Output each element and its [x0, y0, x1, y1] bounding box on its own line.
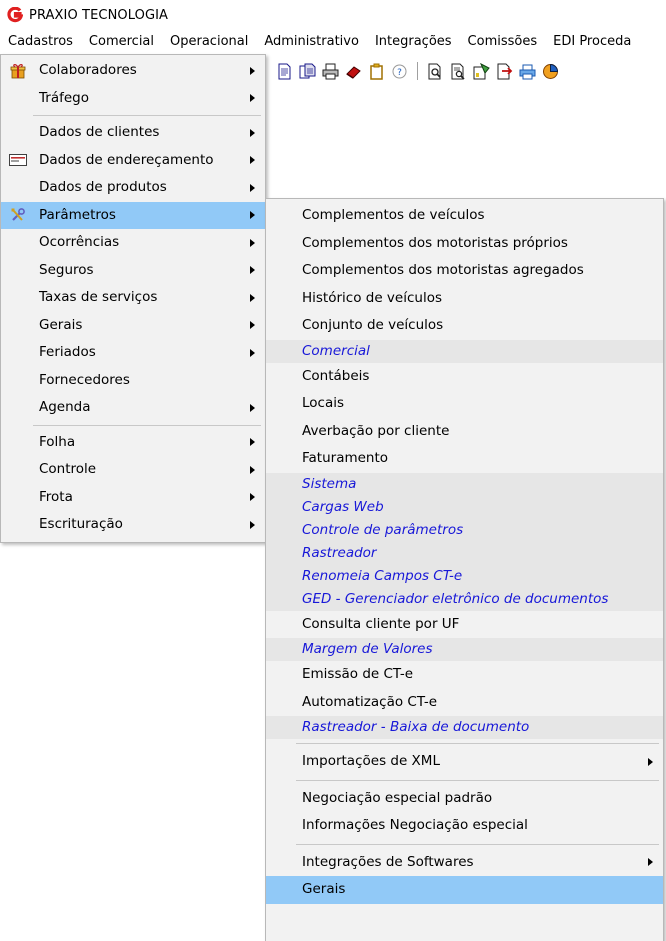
svg-text:?: ?: [397, 67, 402, 78]
submenu-section-controle-de-parametros: [266, 519, 663, 542]
section-label: Comercial: [302, 342, 370, 359]
submenu-arrow-icon: [250, 493, 255, 501]
submenu-item-label: Complementos dos motoristas agregados: [302, 262, 584, 278]
menu-item-label: Fornecedores: [39, 371, 130, 388]
menu-item-label: Escrituração: [39, 516, 123, 532]
submenu-item-automatizacao-ct-e[interactable]: [266, 689, 663, 717]
menu-item-label: Dados de clientes: [39, 124, 160, 140]
menu-item-controle[interactable]: [1, 456, 265, 484]
parametros-submenu: [265, 198, 664, 941]
submenu-arrow-icon: [648, 758, 653, 766]
submenu-section-sistema: [266, 473, 663, 496]
documents-icon[interactable]: [299, 63, 316, 80]
eraser-icon[interactable]: [345, 63, 362, 80]
submenu-arrow-icon: [250, 404, 255, 412]
submenu-item-label: Averbação por cliente: [302, 422, 450, 439]
section-label: Sistema: [302, 475, 357, 492]
submenu-item-label: Gerais: [302, 881, 346, 897]
tools-icon: [8, 207, 28, 223]
submenu-section-ged-gerenciador-eletronico-de-documentos: [266, 588, 663, 611]
submenu-item-averbacao-por-cliente[interactable]: [266, 418, 663, 446]
section-label: Rastreador: [302, 544, 377, 561]
submenu-item-complementos-de-veiculos[interactable]: [266, 202, 663, 230]
menu-item-feriados[interactable]: [1, 339, 265, 367]
submenu-item-label: Faturamento: [302, 450, 389, 466]
submenu-item-label: Integrações de Softwares: [302, 853, 474, 870]
menu-item-label: Folha: [39, 433, 76, 450]
menu-item-label: Frota: [39, 488, 73, 505]
submenu-arrow-icon: [250, 239, 255, 247]
section-label: Renomeia Campos CT-e: [302, 567, 463, 584]
submenu-item-locais[interactable]: [266, 390, 663, 418]
submenu-item-gerais[interactable]: [266, 876, 663, 904]
chart-icon[interactable]: [542, 63, 559, 80]
menu-item-colaboradores[interactable]: [1, 57, 265, 85]
menubar-administrativo[interactable]: Administrativo: [264, 34, 359, 49]
menu-separator: [33, 115, 261, 116]
menu-item-dados-de-clientes[interactable]: [1, 119, 265, 147]
submenu-item-informacoes-negociacao-especial[interactable]: [266, 812, 663, 840]
section-label: GED - Gerenciador eletrônico de documentos: [302, 590, 609, 607]
menu-item-label: Dados de produtos: [39, 179, 167, 195]
menu-item-folha[interactable]: [1, 429, 265, 457]
submenu-item-complementos-dos-motoristas-proprios[interactable]: [266, 230, 663, 258]
menu-item-label: Feriados: [39, 344, 96, 360]
menu-item-label: Gerais: [39, 316, 83, 333]
menu-item-label: Taxas de serviços: [39, 289, 158, 305]
submenu-item-label: Importações de XML: [302, 753, 440, 769]
submenu-item-integracoes-de-softwares[interactable]: [266, 849, 663, 877]
menubar-operacional[interactable]: Operacional: [170, 34, 249, 49]
submenu-arrow-icon: [250, 211, 255, 219]
submenu-item-consulta-cliente-por-uf[interactable]: [266, 611, 663, 639]
submenu-arrow-icon: [250, 94, 255, 102]
submenu-arrow-icon: [250, 294, 255, 302]
submenu-section-renomeia-campos-ct-e: [266, 565, 663, 588]
section-label: Cargas Web: [302, 498, 384, 515]
menubar-edi-proceda[interactable]: EDI Proceda: [553, 34, 632, 49]
menu-item-agenda[interactable]: [1, 394, 265, 422]
menu-item-label: Colaboradores: [39, 62, 137, 78]
envelope-icon: [8, 152, 28, 168]
submenu-item-label: Emissão de CT-e: [302, 666, 414, 682]
menu-item-fornecedores[interactable]: [1, 367, 265, 395]
menu-separator: [33, 425, 261, 426]
menu-separator: [296, 780, 659, 781]
submenu-arrow-icon: [250, 438, 255, 446]
submenu-item-historico-de-veiculos[interactable]: [266, 285, 663, 313]
submenu-item-label: Automatização CT-e: [302, 693, 438, 710]
submenu-section-cargas-web: [266, 496, 663, 519]
menubar-comissoes[interactable]: Comissões: [467, 34, 538, 49]
submenu-item-importacoes-de-xml[interactable]: [266, 748, 663, 776]
menu-item-dados-de-produtos[interactable]: [1, 174, 265, 202]
menu-item-dados-de-enderecamento[interactable]: [1, 147, 265, 175]
submenu-arrow-icon: [250, 521, 255, 529]
submenu-arrow-icon: [250, 156, 255, 164]
praxio-logo-icon: [6, 6, 24, 24]
submenu-item-negociacao-especial-padrao[interactable]: [266, 785, 663, 813]
submenu-arrow-icon: [250, 321, 255, 329]
menu-item-ocorrencias[interactable]: [1, 229, 265, 257]
report-icon[interactable]: [473, 63, 490, 80]
printer-icon[interactable]: [322, 63, 339, 80]
submenu-item-label: Complementos dos motoristas próprios: [302, 234, 568, 251]
submenu-arrow-icon: [648, 858, 653, 866]
gift-icon: [8, 63, 28, 79]
menubar-cadastros[interactable]: Cadastros: [8, 34, 73, 49]
submenu-item-complementos-dos-motoristas-agregados[interactable]: [266, 257, 663, 285]
section-label: Controle de parâmetros: [302, 521, 464, 538]
menu-separator: [296, 844, 659, 845]
submenu-arrow-icon: [250, 184, 255, 192]
section-label: Rastreador - Baixa de documento: [302, 719, 530, 735]
menu-item-label: Seguros: [39, 261, 94, 278]
submenu-item-label: Complementos de veículos: [302, 207, 485, 223]
print-preview-icon[interactable]: [450, 63, 467, 80]
menu-item-label: Controle: [39, 461, 97, 477]
menu-item-escrituracao[interactable]: [1, 511, 265, 539]
menu-bar: [0, 30, 666, 54]
menu-item-label: Ocorrências: [39, 234, 120, 250]
submenu-item-contabeis[interactable]: [266, 363, 663, 391]
clipboard-icon[interactable]: [368, 63, 385, 80]
toolbar-separator: [417, 62, 418, 80]
submenu-item-faturamento[interactable]: [266, 445, 663, 473]
submenu-arrow-icon: [250, 349, 255, 357]
submenu-item-emissao-de-ct-e[interactable]: [266, 661, 663, 689]
menu-item-trafego[interactable]: [1, 85, 265, 113]
submenu-arrow-icon: [250, 129, 255, 137]
toolbar: [266, 58, 666, 84]
submenu-section-margem-de-valores: [266, 638, 663, 661]
menubar-integracoes[interactable]: Integrações: [374, 34, 452, 49]
menubar-comercial[interactable]: Comercial: [88, 34, 155, 49]
submenu-section-rastreador-baixa-de-documento: [266, 716, 663, 739]
menu-item-label: Parâmetros: [39, 206, 116, 223]
preview-icon[interactable]: [427, 63, 444, 80]
submenu-arrow-icon: [250, 466, 255, 474]
menu-separator: [296, 743, 659, 744]
submenu-item-label: Contábeis: [302, 367, 370, 384]
submenu-item-label: Histórico de veículos: [302, 289, 442, 306]
help-icon[interactable]: [391, 63, 408, 80]
menu-item-parametros[interactable]: [1, 202, 265, 230]
menu-item-label: Agenda: [39, 399, 91, 415]
submenu-item-label: Negociação especial padrão: [302, 789, 493, 806]
submenu-item-label: Conjunto de veículos: [302, 317, 444, 333]
submenu-arrow-icon: [250, 266, 255, 274]
export-icon[interactable]: [496, 63, 513, 80]
title-bar: [0, 0, 666, 30]
submenu-item-label: Informações Negociação especial: [302, 817, 528, 833]
submenu-section-comercial: [266, 340, 663, 363]
submenu-arrow-icon: [250, 67, 255, 75]
window-title: PRAXIO TECNOLOGIA: [29, 7, 169, 23]
menu-item-gerais[interactable]: [1, 312, 265, 340]
print-icon[interactable]: [519, 63, 536, 80]
submenu-item-label: Locais: [302, 395, 345, 411]
menu-item-seguros[interactable]: [1, 257, 265, 285]
submenu-item-label: Consulta cliente por UF: [302, 615, 460, 632]
menu-item-label: Dados de endereçamento: [39, 151, 214, 168]
menu-item-taxas-de-servicos[interactable]: [1, 284, 265, 312]
menu-item-frota[interactable]: [1, 484, 265, 512]
menu-item-label: Tráfego: [39, 89, 89, 106]
submenu-item-conjunto-de-veiculos[interactable]: [266, 312, 663, 340]
submenu-section-rastreador: [266, 542, 663, 565]
section-label: Margem de Valores: [302, 641, 433, 657]
document-icon[interactable]: [276, 63, 293, 80]
cadastros-menu: [0, 54, 266, 543]
